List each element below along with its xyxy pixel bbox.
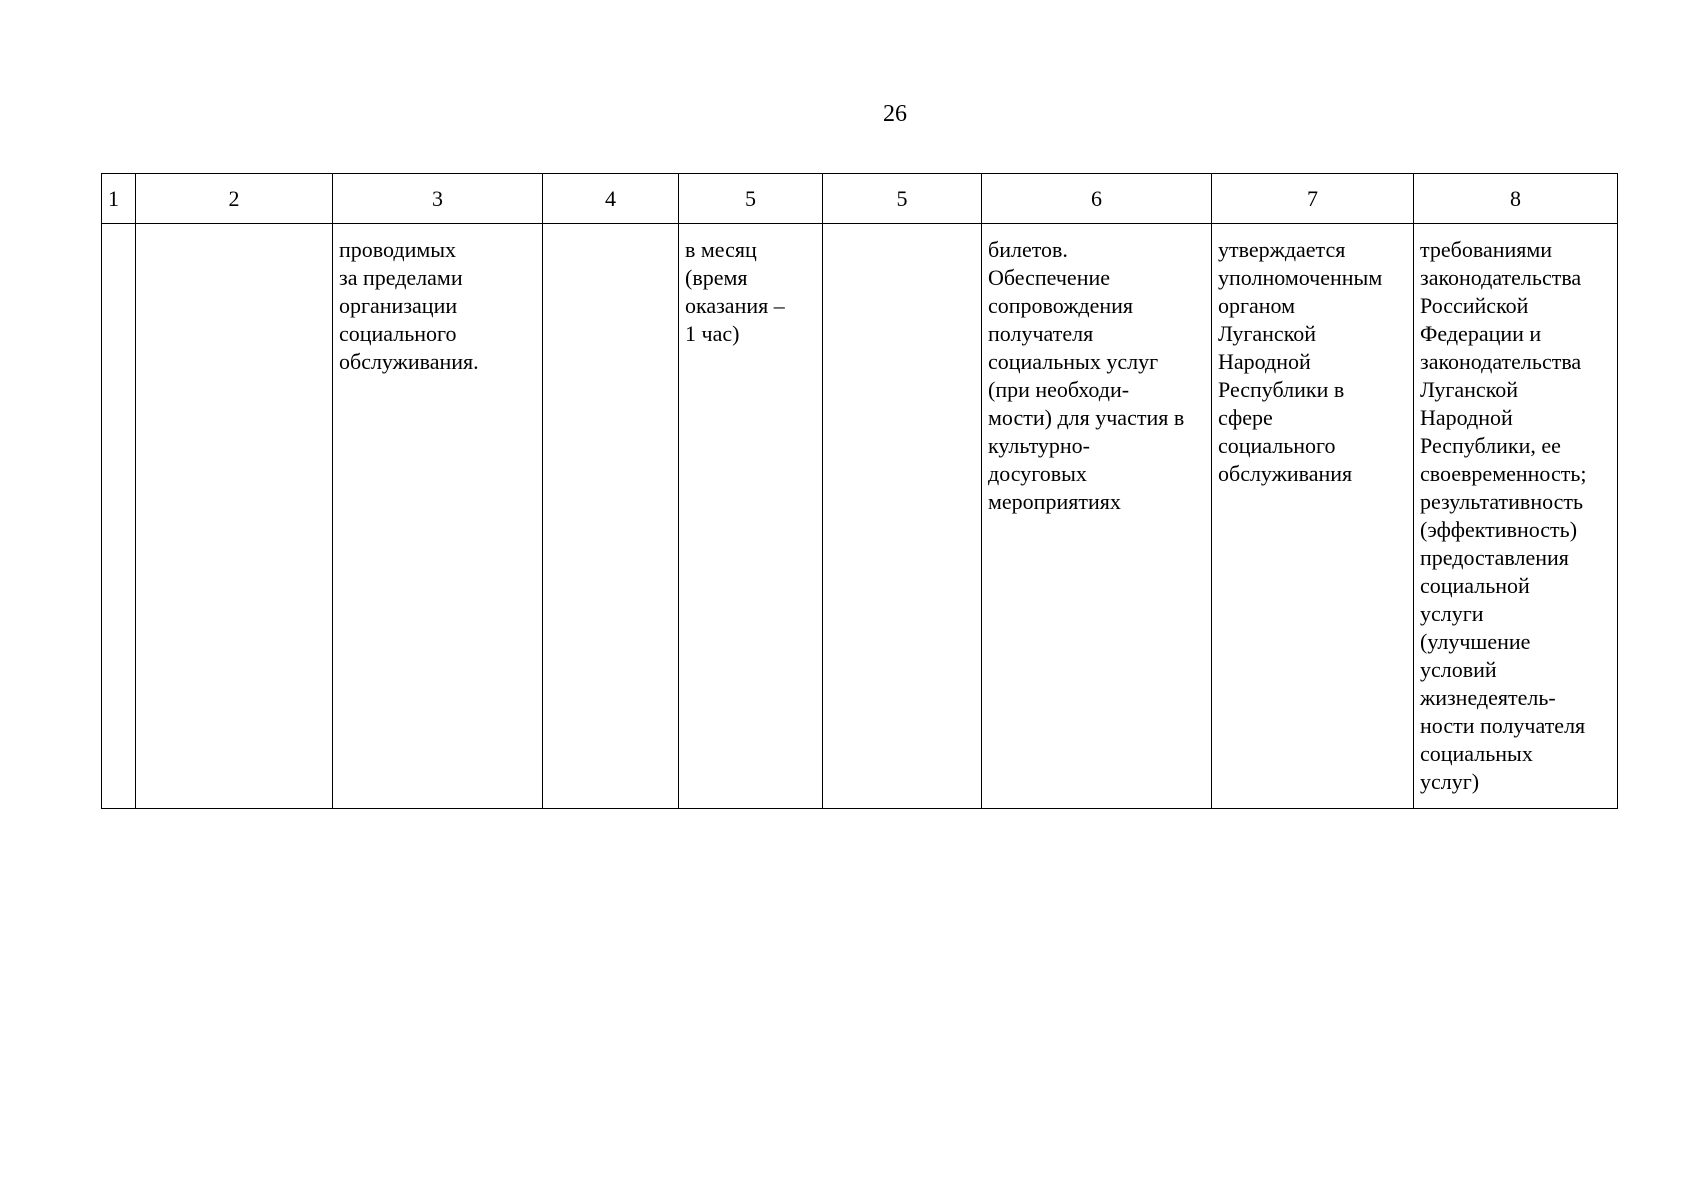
cell-text-col5b [823, 224, 981, 236]
column-header-7: 7 [1212, 174, 1414, 224]
table-cell-col1 [102, 224, 136, 809]
column-header-4: 4 [543, 174, 679, 224]
column-header-5b: 5 [823, 174, 982, 224]
cell-text-col7: утверждается уполномоченным органом Луганской Народной Республики в сфере социального обслуживания [1218, 237, 1383, 486]
table-cell-col3 [333, 224, 543, 809]
column-header-2: 2 [136, 174, 333, 224]
cell-text-col1 [102, 224, 135, 236]
column-header-8: 8 [1414, 174, 1618, 224]
table-cell-col5 [679, 224, 823, 809]
column-header-5: 5 [679, 174, 823, 224]
table-cell-col7 [1212, 224, 1414, 809]
table-cell-col6 [982, 224, 1212, 809]
column-header-6: 6 [982, 174, 1212, 224]
cell-text-col2 [136, 224, 332, 236]
cell-text-col6: билетов. Обеспечение сопровождения получателя социальных услуг (при необходи- мости) для участия в культурно- досуговых мероприятиях [988, 237, 1185, 514]
cell-text-col8: требованиями законодательства Российской Федерации и законодательства Луганской Народной Республики, ее своевременность; результативность (эффективность) предоставления социальной услуги (улучшение условий жизнедеятель- ности получателя социальных услуг) [1420, 237, 1587, 794]
cell-text-col5: в месяц (время оказания – 1 час) [685, 237, 785, 346]
services-table [101, 173, 1618, 809]
table-cell-col2 [136, 224, 333, 809]
table-cell-col8 [1414, 224, 1618, 809]
column-header-3: 3 [333, 174, 543, 224]
column-header-1: 1 [102, 174, 136, 224]
table-row [102, 224, 1618, 809]
table-cell-col4 [543, 224, 679, 809]
cell-text-col3: проводимых за пределами организации социального обслуживания. [339, 237, 479, 374]
table-cell-col5b [823, 224, 982, 809]
page-number: 26 [883, 101, 907, 127]
cell-text-col4 [543, 224, 678, 236]
table-header-row [102, 174, 1618, 224]
